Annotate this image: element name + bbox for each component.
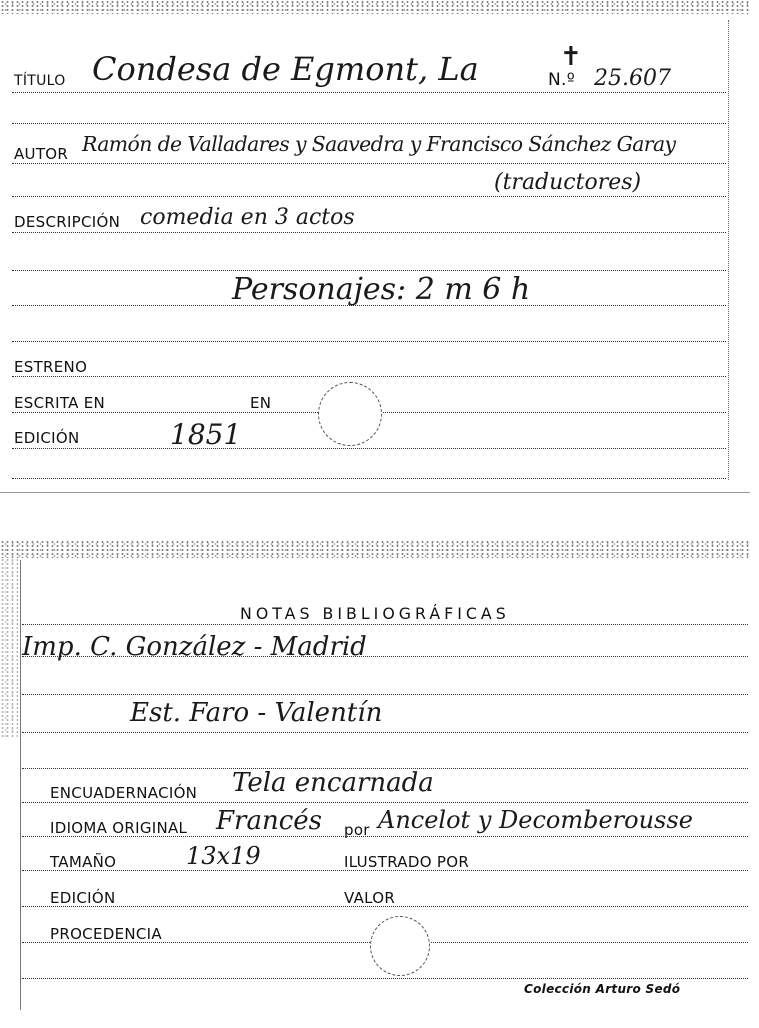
notes-line-2: Est. Faro - Valentín [130,698,383,728]
descripcion-label: DESCRIPCIÓN [14,213,121,231]
por-label: por [344,821,370,839]
rule-line [22,694,748,695]
descripcion-value: comedia en 3 actos [140,205,355,230]
card-top-edge [0,540,750,558]
personajes-value: Personajes: 2 m 6 h [232,272,531,307]
encuadernacion-value: Tela encarnada [232,768,434,798]
rule-line [12,270,726,271]
notes-line-1: Imp. C. González - Madrid [22,632,367,662]
rule-line [22,732,748,733]
card-top-edge [0,0,750,14]
rule-line [22,624,748,625]
numero-label: N.º [548,70,576,90]
por-value: Ancelot y Decomberousse [378,806,693,834]
edicion2-label: EDICIÓN [50,889,116,907]
coleccion-footer: Colección Arturo Sedó [524,982,681,996]
rule-line [12,232,726,233]
escrita-label: ESCRITA EN [14,394,106,412]
en-label: EN [250,394,272,412]
cross-mark: ✝ [560,42,582,72]
autor-label: AUTOR [14,145,69,163]
edicion-label: EDICIÓN [14,429,80,447]
punch-hole [370,916,430,976]
catalog-card-back [0,540,750,1020]
procedencia-label: PROCEDENCIA [50,925,162,943]
numero-value: 25.607 [594,66,671,91]
rule-line [12,163,726,164]
notas-heading: NOTAS BIBLIOGRÁFICAS [240,604,510,623]
autor-note: (traductores) [494,170,642,195]
rule-line [12,196,726,197]
rule-line [12,448,726,449]
card-left-edge [0,558,18,738]
autor-value: Ramón de Valladares y Saavedra y Francisco Sánchez Garay [82,132,676,156]
ilustrado-label: ILUSTRADO POR [344,853,470,871]
rule-line [22,978,748,979]
tamano-value: 13x19 [186,842,261,870]
card-right-edge [728,20,729,480]
rule-line [12,376,726,377]
rule-line [12,92,726,93]
catalog-card-front [0,0,750,492]
rule-line [12,341,726,342]
edicion-value: 1851 [170,418,242,451]
idioma-label: IDIOMA ORIGINAL [50,819,188,837]
estreno-label: ESTRENO [14,358,88,376]
punch-hole [318,382,382,446]
titulo-label: TÍTULO [14,73,66,89]
rule-line [22,802,748,803]
rule-line [12,123,726,124]
idioma-value: Francés [216,806,323,836]
card-divider [0,492,750,493]
encuadernacion-label: ENCUADERNACIÓN [50,784,198,802]
valor-label: VALOR [344,889,396,907]
card-left-rule [20,560,21,1010]
rule-line [12,478,726,479]
titulo-value: Condesa de Egmont, La [92,50,479,88]
tamano-label: TAMAÑO [50,853,117,871]
